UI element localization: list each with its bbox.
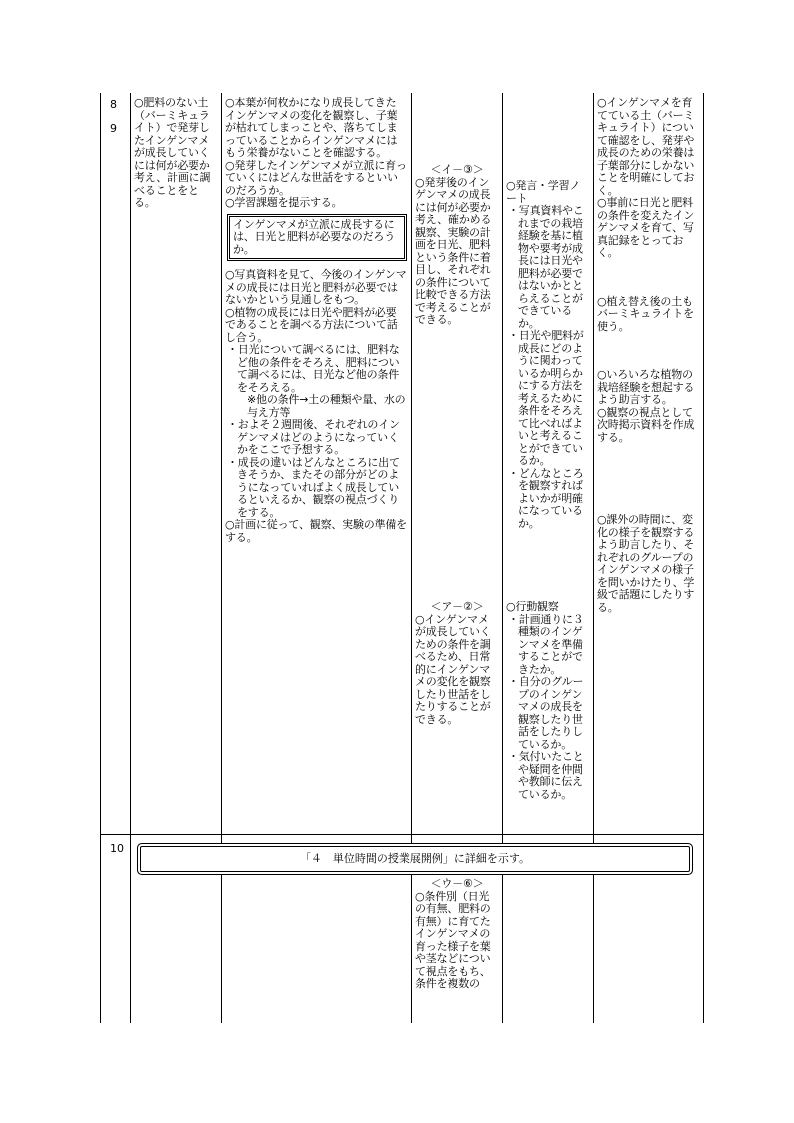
criteria-tag: ＜ア－②＞ xyxy=(430,601,484,613)
content-subitem: ・およそ２週間後、それぞれのインゲンマメはどのようになっていくかをここで予想する。 xyxy=(227,418,400,456)
row-number: 9 xyxy=(110,122,117,135)
support-item: ○植え替え後の土もバーミキュライトを使う。 xyxy=(597,294,694,333)
criteria-text: ○条件別（日光の有無、肥料の有無）に育てたインゲンマメの育った様子を葉や茎などについて視点をもち、条件を複数の xyxy=(415,889,491,990)
support-item: ○インゲンマメを育てている土（バーミキュライト）について確認をし、発芽や成長のための栄養は子葉部分にしかないことを明確にしておく。 xyxy=(597,97,695,197)
method-item: ・計画通りに３種類のインゲンマメを準備することができたか。 xyxy=(508,612,584,676)
support-item: ○事前に日光と肥料の条件を変えたインゲンマメを育て、写真記録をとっておく。 xyxy=(597,196,695,259)
content-item: ○計画に従って、観察、実験の準備をする。 xyxy=(225,518,407,544)
content-item: ○学習課題を提示する。 xyxy=(225,196,343,209)
method-heading: ○行動観察 xyxy=(506,601,559,613)
row-separator xyxy=(100,834,703,835)
evaluation-criteria-cell xyxy=(415,878,499,1023)
activity-text: ○肥料のない土（バーミキュライト）で発芽したインゲンマメが成長していくには何が必要か考え、計画に調べることをとる。 xyxy=(134,97,211,209)
grid-line xyxy=(221,93,222,1023)
support-item: ○いろいろな植物の栽培経験を想起するよう助言する。 xyxy=(597,368,695,406)
method-item: ・写真資料やこれまでの栽培経験を基に植物や要考が成長には日光や肥料が必要ではないかととらえることができているか。 xyxy=(508,204,584,330)
content-item: ○植物の成長には日光や肥料が必要であることを調べる方法について話し合う。 xyxy=(225,305,398,344)
method-item: ・どんなところを観察すればよいかが明確になっているか。 xyxy=(508,466,584,530)
grid-line xyxy=(130,93,131,1023)
support-item: ○課外の時間に、変化の様子を観察するよう助言したり、それぞれのグループのインゲンマメの様子を問いかけたり、学級で話題にしたりする。 xyxy=(597,513,695,614)
method-item: ・気付いたことや疑問を仲間や教師に伝えているか。 xyxy=(508,750,584,801)
row-number: 8 xyxy=(110,98,117,111)
content-note: ※他の条件→土の種類や量、水の与え方等 xyxy=(247,393,406,419)
method-item: ・自分のグループのインゲンマメの成長を観察したり世話をしたりしているか。 xyxy=(508,675,584,751)
learning-activity-cell xyxy=(134,97,218,210)
criteria-tag: ＜ウ－⑥＞ xyxy=(430,878,484,890)
teaching-content-cell xyxy=(225,97,407,544)
criteria-text: ○インゲンマメが成長していくための条件を調べるため、日常的にインゲンマメの変化を観察したり世話をしたりすることができる。 xyxy=(415,612,491,726)
method-item: ・日光や肥料が成長にどのように関わっているか明らかにする方法を考えるために条件をそろえて比べればよいと考えることができているか。 xyxy=(508,329,584,467)
evaluation-method-cell xyxy=(506,601,590,801)
evaluation-criteria-cell xyxy=(415,164,499,327)
method-heading: ○発言・学習ノート xyxy=(506,180,581,205)
content-item: ○写真資料を見て、今後のインゲンマメの成長には日光と肥料が必要ではないかという見通しをもつ。 xyxy=(225,268,407,306)
grid-line xyxy=(703,93,704,1023)
content-item: ○発芽したインゲンマメが立派に育っていくにはどんな世話をするといいのだろうか。 xyxy=(225,158,407,197)
evaluation-criteria-cell xyxy=(415,601,499,726)
grid-line xyxy=(502,93,503,1023)
reference-banner: 「４ 単位時間の授業展開例」に詳細を示す。 xyxy=(140,846,690,872)
learning-task-box: インゲンマメが立派に成長するには、日光と肥料が必要なのだろうか。 xyxy=(227,214,407,262)
criteria-tag: ＜イ－③＞ xyxy=(430,164,484,176)
evaluation-method-cell xyxy=(506,180,590,530)
grid-line xyxy=(593,93,594,1023)
content-subitem: ・成長の違いはどんなところに出てきそうか、またその部分がどのようになっていればよく成長しているといえるか、観察の視点づくりをする。 xyxy=(227,455,400,519)
support-notes-cell xyxy=(597,97,700,614)
grid-line xyxy=(411,93,412,1023)
content-subitem: ・日光について調べるには、肥料など他の条件をそろえ、肥料について調べるには、日光など他の条件をそろえる。 xyxy=(227,343,400,394)
row-number: 10 xyxy=(110,842,124,855)
criteria-text: ○発芽後のインゲンマメの成長には何が必要か考え、確かめる観察、実験の計画を日光、肥料という条件に着目し、それぞれの条件について比較できる方法で考えることができる。 xyxy=(415,175,492,326)
support-item: ○観察の視点として次時掲示資料を作成する。 xyxy=(597,405,695,444)
grid-line xyxy=(100,93,101,1023)
content-item: ○本葉が何枚かになり成長してきたインゲンマメの変化を観察し、子葉が枯れてしまっことや、落ちてしまっていることからインゲンマメにはもう栄養がないことを確認する。 xyxy=(225,97,398,159)
